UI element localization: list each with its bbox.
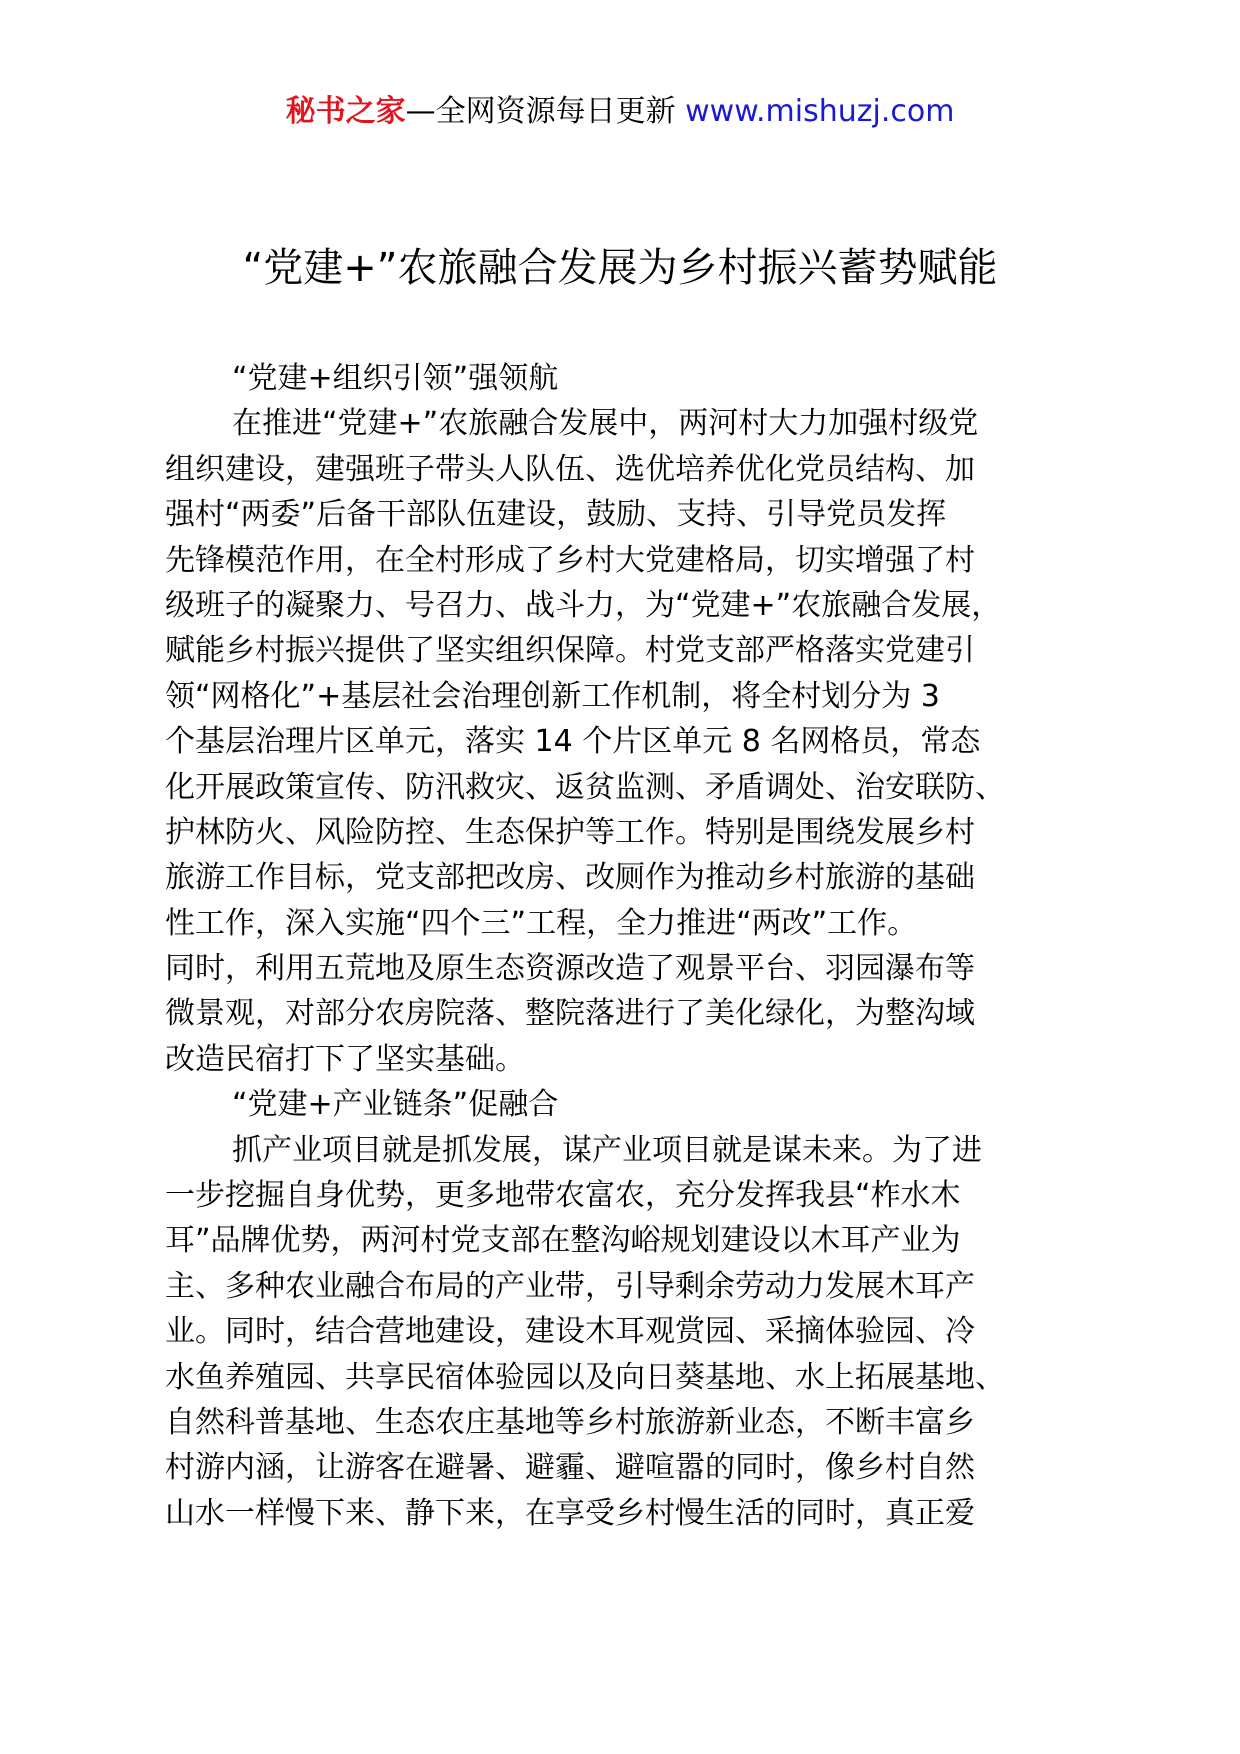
paragraph-line: 改造民宿打下了坚实基础。 (165, 1041, 525, 1077)
paragraph-line: 级班子的凝聚力、号召力、战斗力，为“党建+”农旅融合发展， (165, 587, 1002, 623)
paragraph-line: 护林防火、风险防控、生态保护等工作。特别是围绕发展乡村 (165, 814, 975, 850)
paragraph-line: 先锋模范作用，在全村形成了乡村大党建格局，切实增强了村 (165, 542, 975, 578)
paragraph-line: 一步挖掘自身优势，更多地带农富农，充分发挥我县“柞水木 (165, 1178, 961, 1214)
site-tagline: —全网资源每日更新 (405, 94, 676, 129)
paragraph-line: 性工作，深入实施“四个三”工程，全力推进“两改”工作。 (165, 905, 918, 941)
section-heading: “党建+产业链条”促融合 (232, 1087, 559, 1123)
site-brand: 秘书之家 (285, 94, 406, 129)
document-title: “党建+”农旅融合发展为乡村振兴蓄势赋能 (242, 245, 998, 291)
paragraph-line: 赋能乡村振兴提供了坚实组织保障。村党支部严格落实党建引 (165, 633, 975, 669)
paragraph-line: 组织建设，建强班子带头人队伍、选优培养优化党员结构、加 (165, 451, 975, 487)
document-body (165, 356, 1077, 1536)
paragraph-line: 水鱼养殖园、共享民宿体验园以及向日葵基地、水上拓展基地、 (165, 1359, 1005, 1395)
paragraph-line: 在推进“党建+”农旅融合发展中，两河村大力加强村级党 (232, 406, 979, 442)
paragraph-line: 领“网格化”+基层社会治理创新工作机制，将全村划分为 3 (165, 678, 940, 714)
paragraph-line: 业。同时，结合营地建设，建设木耳观赏园、采摘体验园、冷 (165, 1314, 975, 1350)
paragraph-line: 强村“两委”后备干部队伍建设，鼓励、支持、引导党员发挥 (165, 497, 947, 533)
site-url-link[interactable]: www.mishuzj.com (685, 94, 955, 129)
site-header (0, 92, 1240, 132)
paragraph-line: 自然科普基地、生态农庄基地等乡村旅游新业态，不断丰富乡 (165, 1404, 975, 1440)
section-heading: “党建+组织引领”强领航 (232, 361, 559, 396)
paragraph-line: 抓产业项目就是抓发展，谋产业项目就是谋未来。为了进 (232, 1132, 982, 1168)
paragraph-line: 山水一样慢下来、静下来，在享受乡村慢生活的同时，真正爱 (165, 1495, 975, 1531)
paragraph-line: 耳”品牌优势，两河村党支部在整沟峪规划建设以木耳产业为 (165, 1223, 961, 1259)
paragraph-line: 个基层治理片区单元，落实 14 个片区单元 8 名网格员，常态 (165, 724, 981, 760)
paragraph-line: 旅游工作目标，党支部把改房、改厕作为推动乡村旅游的基础 (165, 860, 975, 896)
paragraph-line: 主、多种农业融合布局的产业带，引导剩余劳动力发展木耳产 (165, 1268, 975, 1304)
paragraph-line: 同时，利用五荒地及原生态资源改造了观景平台、羽园瀑布等 (165, 951, 975, 987)
paragraph-line: 化开展政策宣传、防汛救灾、返贫监测、矛盾调处、治安联防、 (165, 769, 1005, 805)
paragraph-line: 村游内涵，让游客在避暑、避霾、避喧嚣的同时，像乡村自然 (165, 1450, 975, 1486)
paragraph-line: 微景观，对部分农房院落、整院落进行了美化绿化，为整沟域 (165, 996, 975, 1032)
